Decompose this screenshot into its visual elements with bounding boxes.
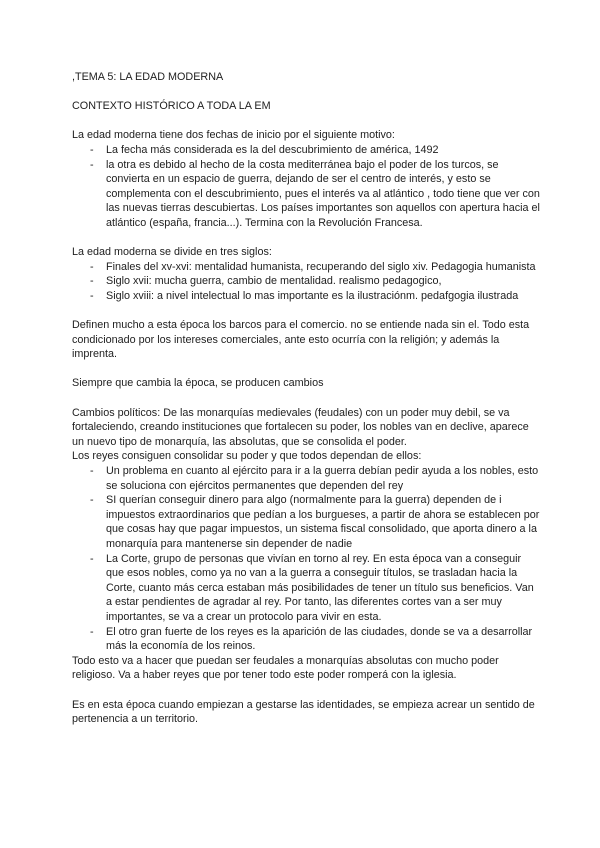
kings-list — [72, 464, 540, 654]
ships-paragraph: Definen mucho a esta época los barcos para el comercio. no se entiende nada sin el. Todo esta condicionado por los intereses comerciales, ante esto ocurría con la religión; y además la imprenta. — [72, 319, 530, 361]
spacer — [72, 362, 540, 377]
centuries-intro: La edad moderna se divide en tres siglos: — [72, 246, 272, 259]
list-item: - Siglo xviii: a nivel intelectual lo mas importante es la ilustraciónm. pedafgogia ilustrada — [72, 289, 540, 304]
list-item: - Siglo xvii: mucha guerra, cambio de mentalidad. realismo pedagogico, — [72, 274, 540, 289]
spacer — [72, 231, 540, 246]
start-dates-intro: La edad moderna tiene dos fechas de inicio por el siguiente motivo: — [72, 129, 395, 142]
identities-paragraph: Es en esta época cuando empiezan a gestarse las identidades, se empieza acrear un sentido de pertenencia a un territorio. — [72, 698, 535, 726]
spacer — [72, 85, 540, 100]
absolutism-paragraph: Todo esto va a hacer que puedan ser feudales a monarquías absolutas con mucho poder religioso. Va a haber reyes que por tener todo este poder romperá con la iglesia. — [72, 654, 499, 682]
changes-paragraph: Siempre que cambia la época, se producen cambios — [72, 377, 324, 390]
list-item: - la otra es debido al hecho de la costa mediterránea bajo el poder de los turcos, se convierta en un espacio de guerra, dejando de ser el centro de interés, y esto se complementa con el descubrimiento, pues el interés va al atlántico , todo tiene que ver con las nuevas tierras descubiertas. Los países importantes son aquellos con apertura hacia el atlántico (españa, francia...). Termina con la Revolución Francesa. — [72, 158, 540, 231]
spacer — [72, 114, 540, 129]
list-item: - Un problema en cuanto al ejército para ir a la guerra debían pedir ayuda a los nobles, esto se soluciona con ejércitos permanentes que dependen del rey — [72, 464, 540, 493]
list-item: - SI querían conseguir dinero para algo (normalmente para la guerra) dependen de i impuestos extraordinarios que pedían a los burgueses, a partir de ahora se establecen por que cosas hay que pagar impuestos, un sistema fiscal consolidado, que aporta dinero a la monarquía para mantenerse sin depender de nadie — [72, 493, 540, 551]
list-item: - Finales del xv-xvi: mentalidad humanista, recuperando del siglo xiv. Pedagogia humanista — [72, 260, 540, 275]
list-item: - La fecha más considerada es la del descubrimiento de américa, 1492 — [72, 143, 540, 158]
document-title: ,TEMA 5: LA EDAD MODERNA — [72, 71, 224, 83]
political-changes-paragraph: Cambios políticos: De las monarquías medievales (feudales) con un poder muy debil, se va fortaleciendo, creando instituciones que fortalecen su poder, los nobles van en declive, aparece un nuevo tipo de monarquía, las absolutas, que se consolida el poder. — [72, 406, 529, 448]
spacer — [72, 391, 540, 406]
list-item: - La Corte, grupo de personas que vivían en torno al rey. En esta época van a conseguir que esos nobles, como ya no van a la guerra a conseguir títulos, se trasladan hacia la Corte, cuanto más cerca estaban más posibilidades de tener un título sus beneficios. Van a estar pendientes de agradar al rey. Por tanto, las diferentes cortes van a ser muy importantes, se va a crear un protocolo para vivir en esta. — [72, 552, 540, 625]
spacer — [72, 683, 540, 698]
list-item: - El otro gran fuerte de los reyes es la aparición de las ciudades, donde se va a desarrollar más la economía de los reinos. — [72, 625, 540, 654]
kings-consolidate-paragraph: Los reyes consiguen consolidar su poder y que todos dependan de ellos: — [72, 450, 422, 463]
section-heading: CONTEXTO HISTÓRICO A TODA LA EM — [72, 100, 271, 113]
start-dates-list — [72, 143, 540, 231]
centuries-list — [72, 260, 540, 304]
spacer — [72, 304, 540, 319]
